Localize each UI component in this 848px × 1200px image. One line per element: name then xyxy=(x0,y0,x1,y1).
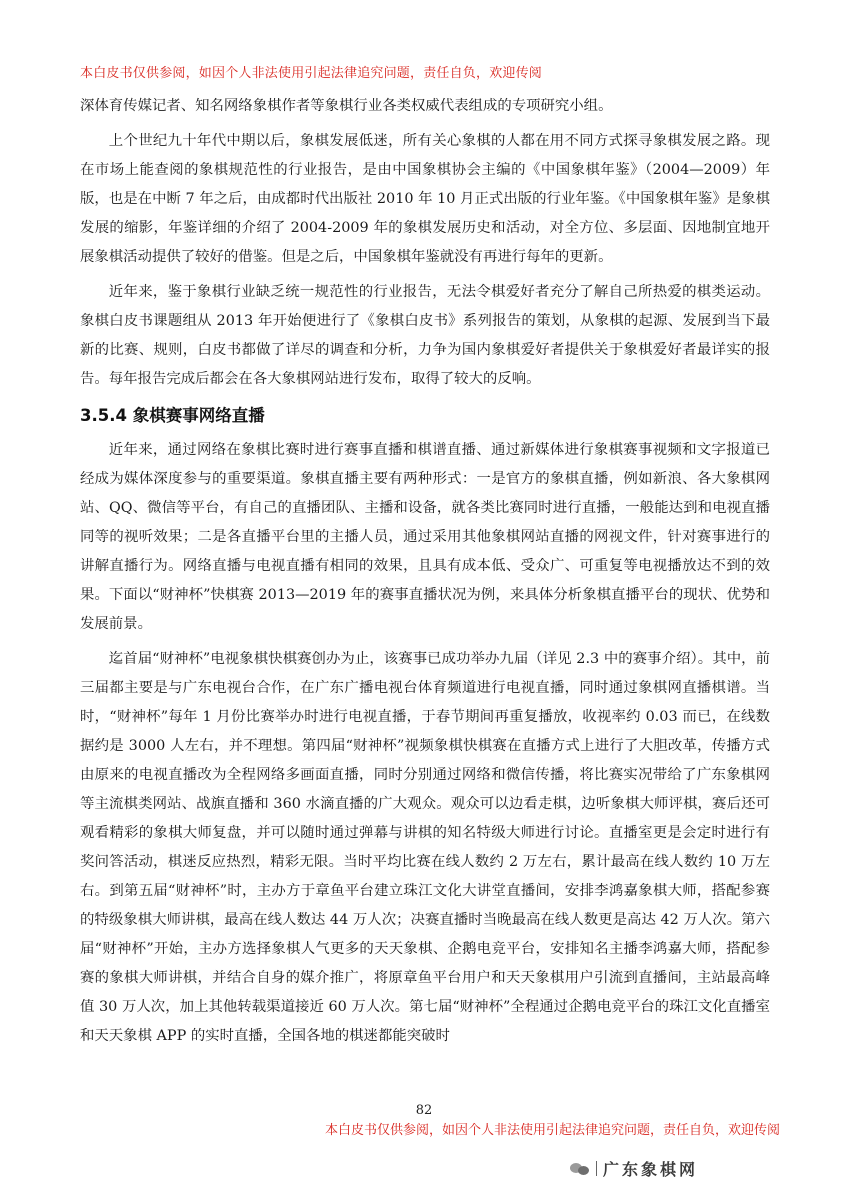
paragraph: 近年来，鉴于象棋行业缺乏统一规范性的行业报告，无法令棋爱好者充分了解自己所热爱的棋类运动。象棋白皮书课题组从 2013 年开始便进行了《象棋白皮书》系列报告的策划，从象棋的起源、发展到当下最新的比赛、规则，白皮书都做了详尽的调查和分析，力争为国内象棋爱好者提供关于象棋爱好者最详实的报告。每年报告完成后都会在各大象棋网站进行发布，取得了较大的反响。 xyxy=(80,284,770,387)
footer-disclaimer: 本白皮书仅供参阅，如因个人非法使用引起法律追究问题，责任自负，欢迎传阅 xyxy=(324,1123,780,1138)
section-heading: 3.5.4 象棋赛事网络直播 xyxy=(80,406,265,425)
watermark-divider xyxy=(596,1161,597,1176)
header-disclaimer: 本白皮书仅供参阅，如因个人非法使用引起法律追究问题，责任自负，欢迎传阅 xyxy=(80,66,543,81)
paragraph: 迄首届“财神杯”电视象棋快棋赛创办为止，该赛事已成功举办九届（详见 2.3 中的赛事介绍）。其中，前三届都主要是与广东电视台合作，在广东广播电视台体育频道进行电视直播，同时通过象棋网直播棋谱。当时，“财神杯”每年 1 月份比赛举办时进行电视直播，于春节期间再重复播放，收视率约 0.03 而已，在线数据约是 3000 人左右，并不理想。第四届“财神杯”视频象棋快棋赛在直播方式上进行了大胆改革，传播方式由原来的电视直播改为全程网络多画面直播，同时分别通过网络和微信传播，将比赛实况带给了广东象棋网等主流棋类网站、战旗直播和 360 水滴直播的广大观众。观众可以边看走棋，边听象棋大师评棋，赛后还可观看精彩的象棋大师复盘，并可以随时通过弹幕与讲棋的知名特级大师进行讨论。直播室更是会定时进行有奖问答活动，棋迷反应热烈，精彩无限。当时平均比赛在线人数约 2 万左右，累计最高在线人数约 10 万左右。到第五届“财神杯”时，主办方于章鱼平台建立珠江文化大讲堂直播间，安排李鸿嘉象棋大师，搭配参赛的特级象棋大师讲棋，最高在线人数达 44 万人次；决赛直播时当晚最高在线人数更是高达 42 万人次。第六届“财神杯”开始，主办方选择象棋人气更多的天天象棋、企鹅电竞平台，安排知名主播李鸿嘉大师，搭配参赛的象棋大师讲棋，并结合自身的媒介推广，将原章鱼平台用户和天天象棋用户引流到直播间，主站最高峰值 30 万人次，加上其他转载渠道接近 60 万人次。第七届“财神杯”全程通过企鹅电竞平台的珠江文化直播室和天天象棋 APP 的实时直播，全国各地的棋迷都能突破时 xyxy=(80,651,770,1044)
paragraph: 深体育传媒记者、知名网络象棋作者等象棋行业各类权威代表组成的专项研究小组。 xyxy=(80,98,613,114)
paragraph: 上个世纪九十年代中期以后，象棋发展低迷，所有关心象棋的人都在用不同方式探寻象棋发展之路。现在市场上能查阅的象棋规范性的行业报告，是由中国象棋协会主编的《中国象棋年鉴》（2004—2009）年版，也是在中断 7 年之后，由成都时代出版社 2010 年 10 月正式出版的行业年鉴。《中国象棋年鉴》是象棋发展的缩影，年鉴详细的介绍了 2004-2009 年的象棋发展历史和活动，对全方位、多层面、因地制宜地开展象棋活动提供了较好的借鉴。但是之后，中国象棋年鉴就没有再进行每年的更新。 xyxy=(80,133,770,265)
paragraph: 近年来，通过网络在象棋比赛时进行赛事直播和棋谱直播、通过新媒体进行象棋赛事视频和文字报道已经成为媒体深度参与的重要渠道。象棋直播主要有两种形式：一是官方的象棋直播，例如新浪、各大象棋网站、QQ、微信等平台，有自己的直播团队、主播和设备，就各类比赛同时进行直播，一般能达到和电视直播同等的视听效果；二是各直播平台里的主播人员，通过采用其他象棋网站直播的网视文件，针对赛事进行的讲解直播行为。网络直播与电视直播有相同的效果，且具有成本低、受众广、可重复等电视播放达不到的效果。下面以“财神杯”快棋赛 2013—2019 年的赛事直播状况为例，来具体分析象棋直播平台的现状、优势和发展前景。 xyxy=(80,442,770,632)
wechat-icon xyxy=(570,1161,590,1177)
page-number: 82 xyxy=(415,1103,433,1118)
watermark xyxy=(570,1157,698,1180)
watermark-text: 广东象棋网 xyxy=(603,1160,699,1179)
document-body xyxy=(80,92,770,1057)
